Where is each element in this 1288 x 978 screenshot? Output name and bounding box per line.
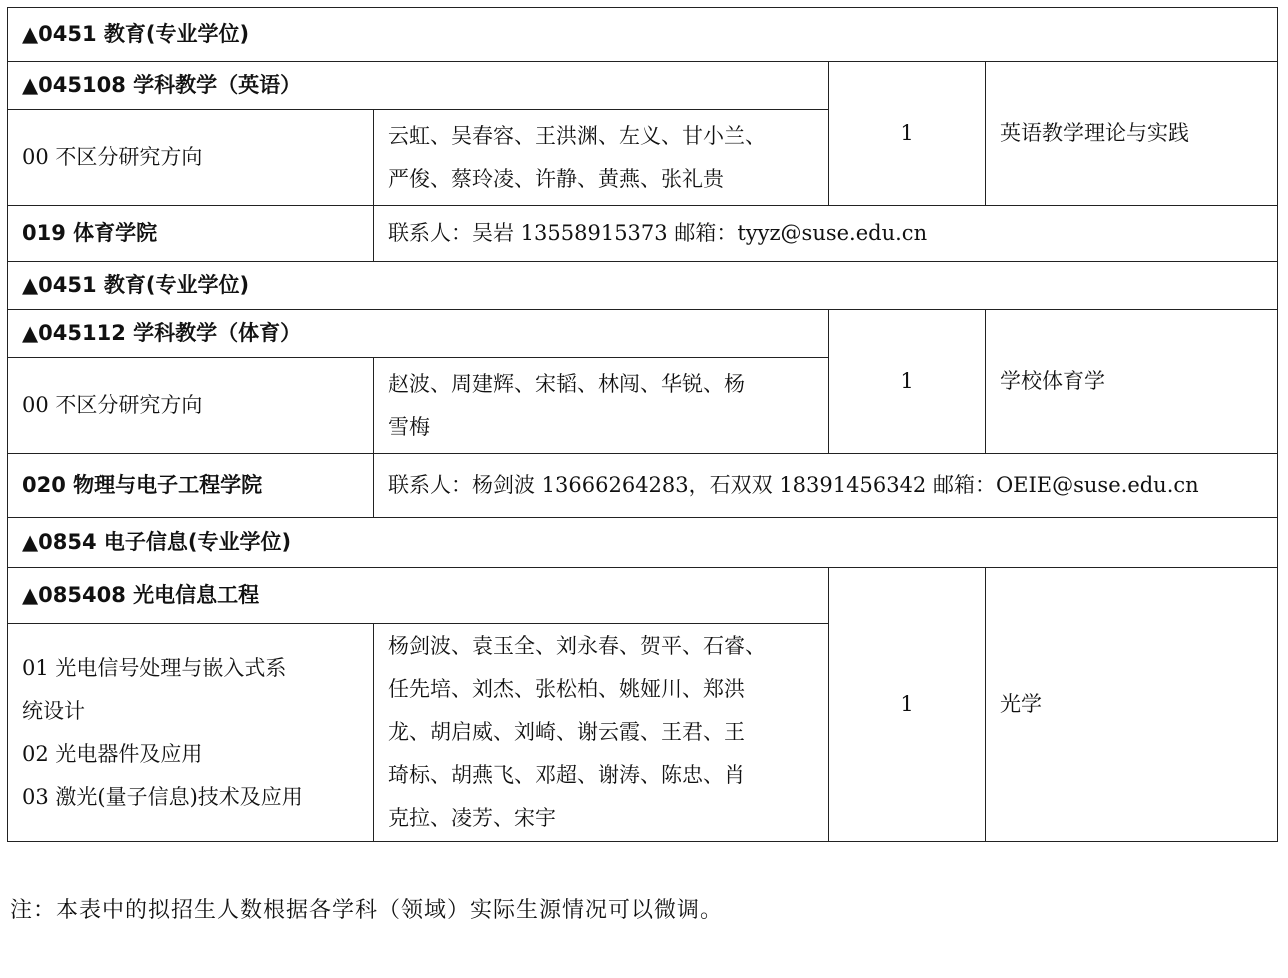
category-heading: ▲0854 电子信息(专业学位) — [8, 518, 1278, 568]
tutor-list — [374, 110, 829, 206]
direction-line: 03 激光(量子信息)技术及应用 — [22, 784, 303, 809]
exam-subject: 学校体育学 — [986, 310, 1278, 454]
enrollment-count: 1 — [829, 62, 986, 206]
tutor-line: 任先培、刘杰、张松柏、姚娅川、郑洪 — [388, 677, 745, 701]
table-row — [8, 62, 1278, 110]
tutor-line: 克拉、凌芳、宋宇 — [388, 806, 556, 830]
exam-subject: 光学 — [986, 568, 1278, 842]
contact-info: 联系人：杨剑波 13666264283，石双双 18391456342 邮箱：OEIE@suse.edu.cn — [374, 454, 1278, 518]
table-row — [8, 454, 1278, 518]
table-row — [8, 8, 1278, 62]
direction-line: 统设计 — [22, 698, 85, 723]
tutor-line: 严俊、蔡玲凌、许静、黄燕、张礼贵 — [388, 166, 724, 191]
college-name: 020 物理与电子工程学院 — [8, 454, 374, 518]
field-heading: ▲085408 光电信息工程 — [8, 568, 829, 624]
enrollment-table — [7, 7, 1278, 842]
field-heading: ▲045108 学科教学（英语） — [8, 62, 829, 110]
tutor-line: 雪梅 — [388, 414, 430, 439]
footnote: 注：本表中的拟招生人数根据各学科（领域）实际生源情况可以微调。 — [10, 898, 724, 923]
table-row — [8, 206, 1278, 262]
table-row — [8, 568, 1278, 624]
direction-line: 02 光电器件及应用 — [22, 741, 203, 766]
category-heading: ▲0451 教育(专业学位) — [8, 8, 1278, 62]
table-row — [8, 310, 1278, 358]
enrollment-count: 1 — [829, 568, 986, 842]
exam-subject: 英语教学理论与实践 — [986, 62, 1278, 206]
tutor-line: 杨剑波、袁玉全、刘永春、贺平、石睿、 — [388, 634, 766, 658]
contact-info: 联系人：吴岩 13558915373 邮箱：tyyz@suse.edu.cn — [374, 206, 1278, 262]
tutor-list — [374, 358, 829, 454]
tutor-list — [374, 624, 829, 842]
enrollment-count: 1 — [829, 310, 986, 454]
field-heading: ▲045112 学科教学（体育） — [8, 310, 829, 358]
category-heading: ▲0451 教育(专业学位) — [8, 262, 1278, 310]
tutor-line: 赵波、周建辉、宋韬、林闯、华锐、杨 — [388, 371, 745, 396]
table-row — [8, 518, 1278, 568]
research-direction: 00 不区分研究方向 — [8, 110, 374, 206]
tutor-line: 琦标、胡燕飞、邓超、谢涛、陈忠、肖 — [388, 763, 745, 787]
research-direction-list — [8, 624, 374, 842]
direction-line: 01 光电信号处理与嵌入式系 — [22, 655, 287, 680]
table-row — [8, 262, 1278, 310]
tutor-line: 龙、胡启威、刘崎、谢云霞、王君、王 — [388, 720, 745, 744]
college-name: 019 体育学院 — [8, 206, 374, 262]
tutor-line: 云虹、吴春容、王洪渊、左义、甘小兰、 — [388, 123, 766, 148]
research-direction: 00 不区分研究方向 — [8, 358, 374, 454]
